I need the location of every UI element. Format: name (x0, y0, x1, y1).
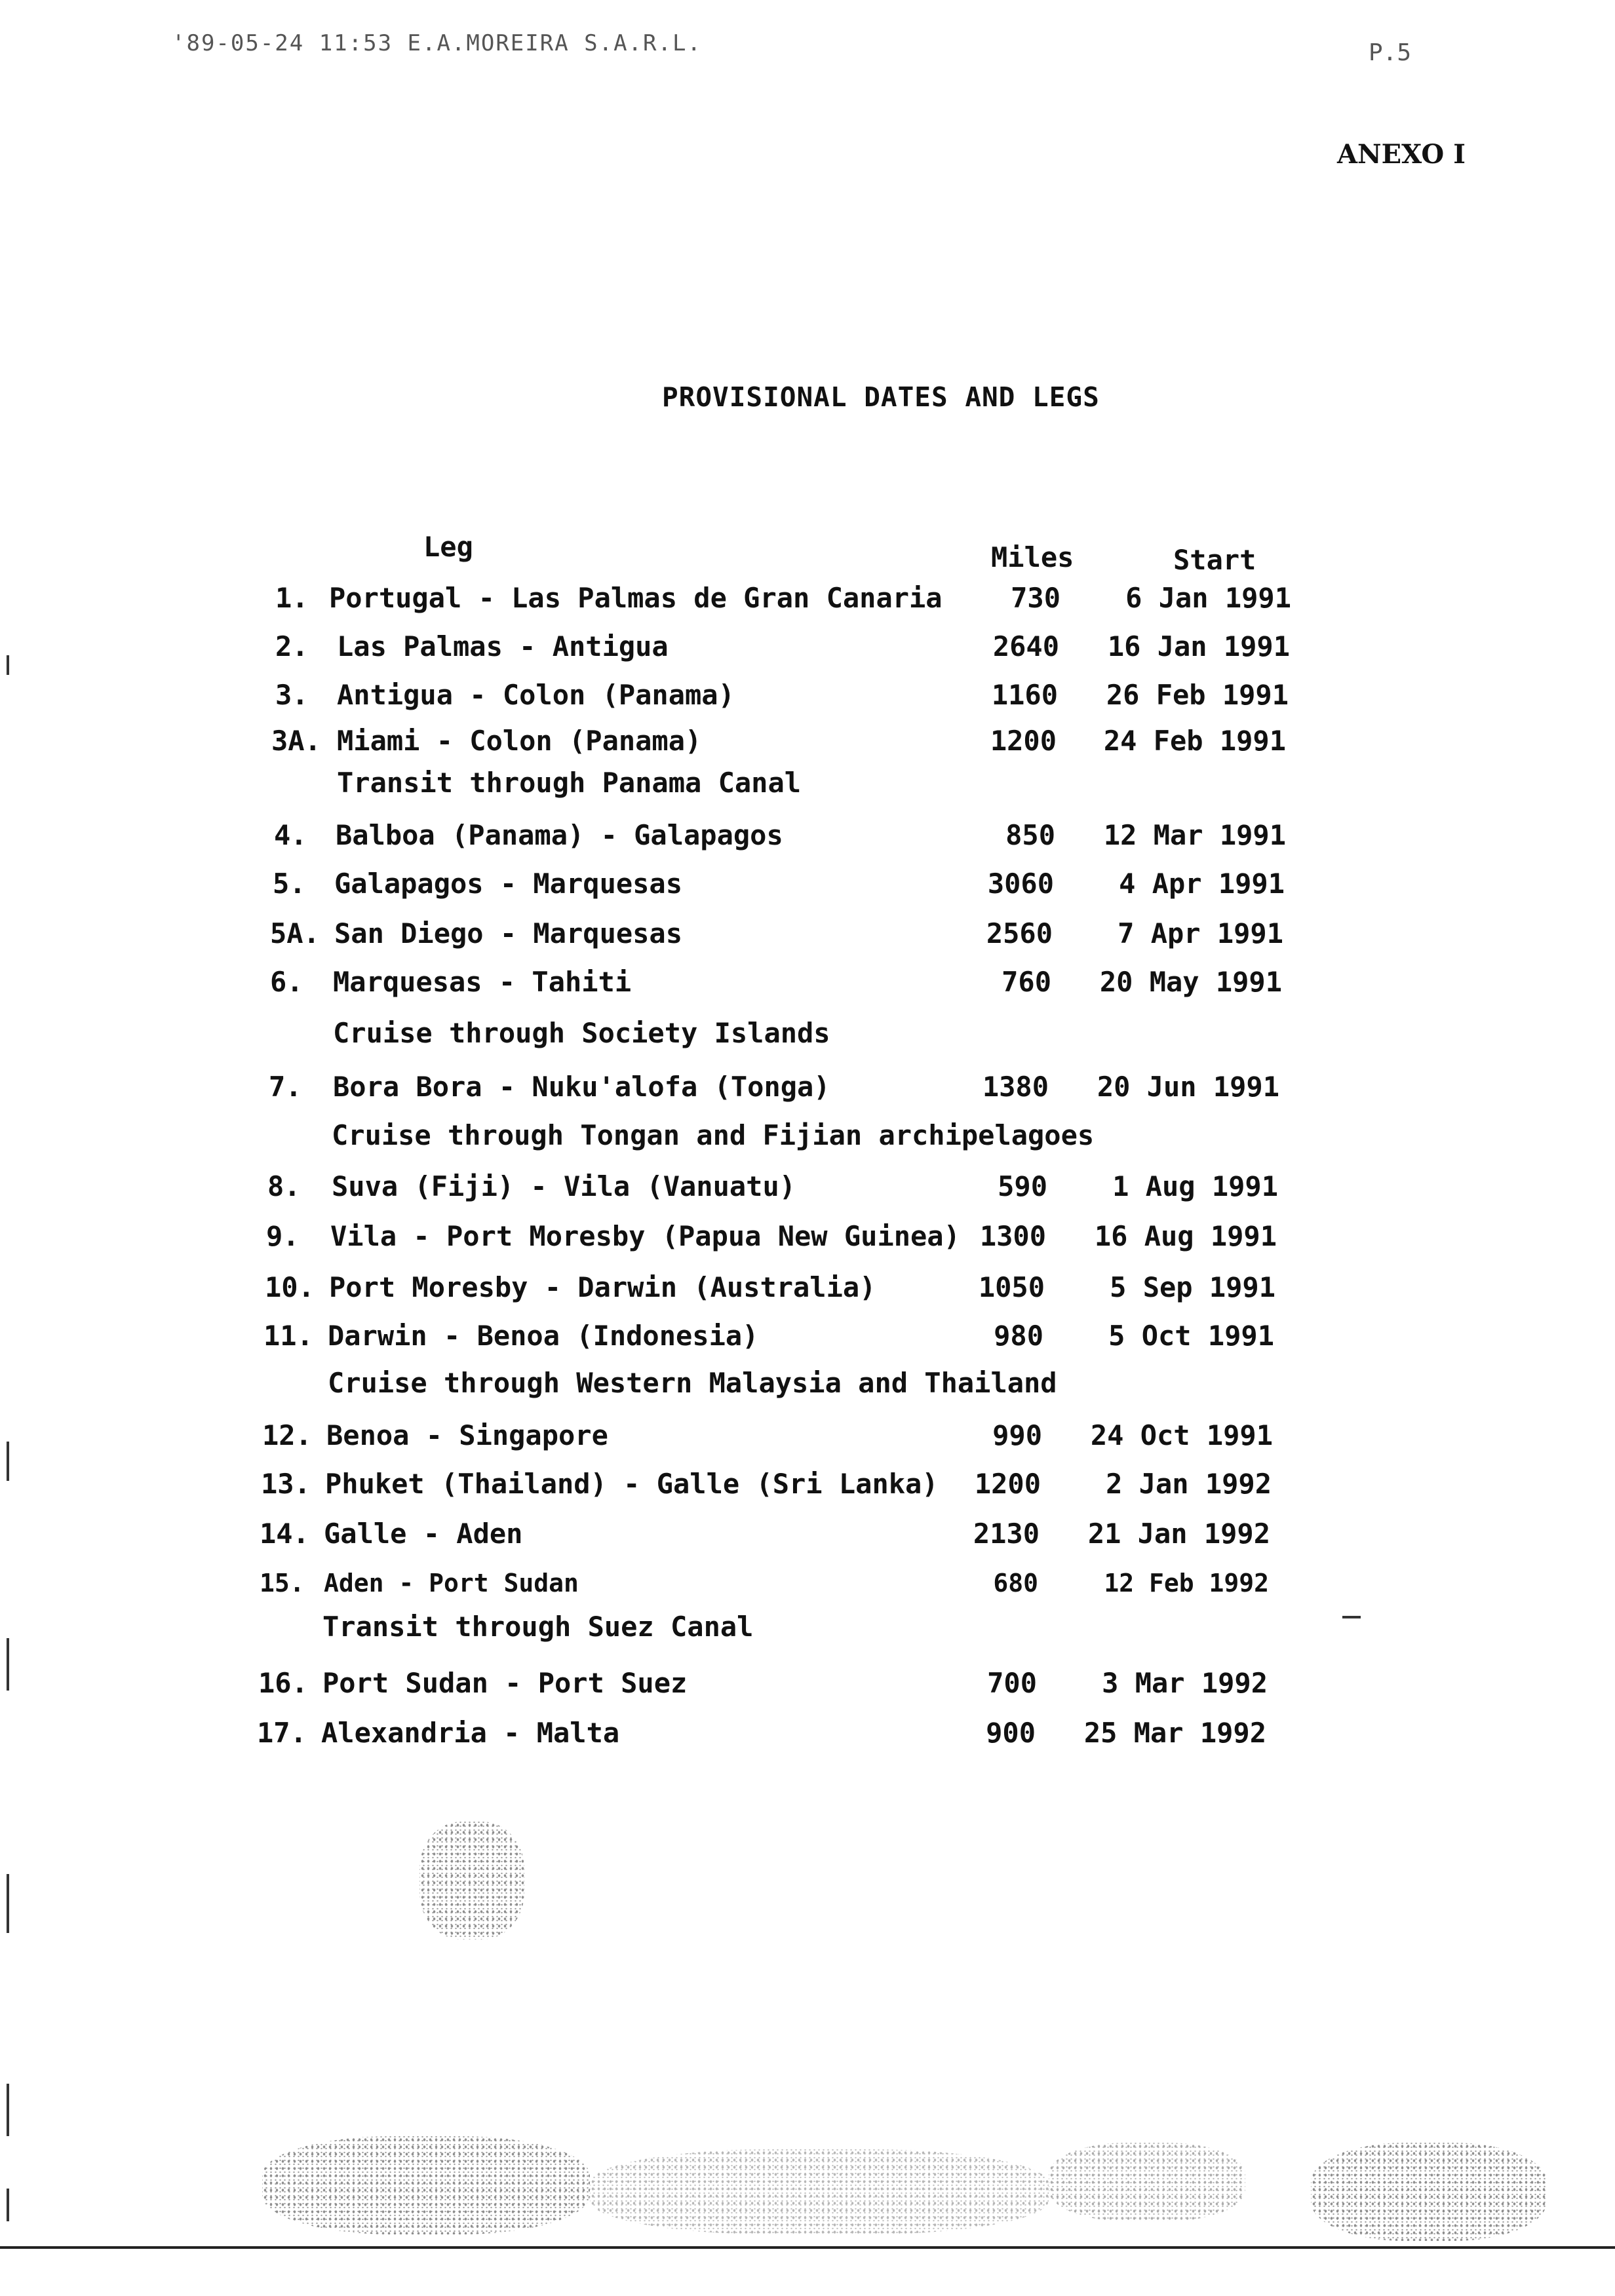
leg-miles: 1050 (978, 1271, 1045, 1303)
scan-mark (7, 2084, 9, 2136)
leg-route: Suva (Fiji) - Vila (Vanuatu) (332, 1170, 796, 1202)
leg-miles: 2640 (992, 630, 1059, 662)
leg-number: 5A. (270, 917, 320, 949)
leg-number: 7. (269, 1071, 302, 1103)
leg-start-date: 12 Mar 1991 (1103, 819, 1286, 851)
leg-row (0, 582, 1615, 619)
leg-miles: 990 (992, 1419, 1042, 1451)
column-header-leg: Leg (423, 531, 473, 563)
leg-row (0, 1468, 1615, 1504)
scan-mark (7, 1638, 9, 1691)
scan-mark (1342, 1616, 1361, 1618)
leg-row (0, 917, 1615, 954)
leg-number: 2. (275, 630, 309, 662)
leg-start-date: 26 Feb 1991 (1106, 679, 1289, 711)
leg-route: Balboa (Panama) - Galapagos (336, 819, 783, 851)
page-bottom-edge (0, 2246, 1615, 2249)
leg-miles: 1300 (979, 1220, 1046, 1252)
leg-route: Las Palmas - Antigua (337, 630, 669, 662)
leg-miles: 850 (1005, 819, 1055, 851)
leg-number: 17. (257, 1717, 307, 1749)
column-header-miles: Miles (991, 541, 1074, 573)
page-number: P.5 (1369, 39, 1412, 66)
leg-miles: 2560 (986, 917, 1053, 949)
leg-number: 11. (263, 1320, 313, 1352)
leg-miles: 680 (993, 1569, 1038, 1598)
leg-miles: 700 (987, 1667, 1037, 1699)
leg-route: Marquesas - Tahiti (333, 966, 632, 998)
leg-number: 9. (266, 1220, 300, 1252)
scan-noise (262, 2136, 590, 2234)
leg-route: San Diego - Marquesas (334, 917, 683, 949)
scan-noise (1049, 2143, 1245, 2221)
leg-row (0, 868, 1615, 904)
leg-row (0, 1271, 1615, 1308)
leg-number: 14. (260, 1518, 309, 1550)
leg-route: Galapagos - Marquesas (334, 868, 683, 900)
leg-number: 3A. (271, 725, 321, 757)
leg-number: 12. (262, 1419, 312, 1451)
leg-number: 10. (265, 1271, 315, 1303)
leg-route: Vila - Port Moresby (Papua New Guinea) (330, 1220, 960, 1252)
leg-start-date: 21 Jan 1992 (1087, 1518, 1270, 1550)
leg-miles: 1200 (990, 725, 1057, 757)
leg-row (0, 819, 1615, 856)
scan-noise (1311, 2143, 1547, 2241)
leg-number: 4. (274, 819, 307, 851)
leg-number: 15. (260, 1569, 305, 1598)
leg-number: 8. (267, 1170, 301, 1202)
leg-route: Portugal - Las Palmas de Gran Canaria (329, 582, 943, 614)
column-header-start: Start (1173, 544, 1256, 576)
leg-route: Antigua - Colon (Panama) (337, 679, 735, 711)
leg-miles: 1380 (982, 1071, 1049, 1103)
leg-route: Phuket (Thailand) - Galle (Sri Lanka) (325, 1468, 939, 1500)
leg-row (0, 1220, 1615, 1257)
leg-start-date: 16 Jan 1991 (1107, 630, 1290, 662)
leg-miles: 3060 (987, 868, 1054, 900)
leg-start-date: 7 Apr 1991 (1118, 917, 1283, 949)
annex-label: ANEXO I (1337, 139, 1466, 170)
leg-start-date: 5 Oct 1991 (1108, 1320, 1274, 1352)
leg-miles: 730 (1011, 582, 1060, 614)
leg-start-date: 24 Oct 1991 (1090, 1419, 1273, 1451)
leg-row (0, 1667, 1615, 1704)
scan-mark (7, 1442, 9, 1481)
leg-route: Bora Bora - Nuku'alofa (Tonga) (333, 1071, 830, 1103)
leg-row (0, 1320, 1615, 1356)
leg-miles: 2130 (973, 1518, 1040, 1550)
leg-row (0, 679, 1615, 716)
leg-row (0, 1419, 1615, 1456)
fax-header-line: '89-05-24 11:53 E.A.MOREIRA S.A.R.L. (172, 30, 702, 56)
leg-note: Cruise through Tongan and Fijian archipelagoes (332, 1119, 1095, 1151)
leg-miles: 1160 (991, 679, 1058, 711)
leg-start-date: 4 Apr 1991 (1119, 868, 1285, 900)
leg-row (0, 1569, 1615, 1605)
leg-number: 5. (273, 868, 306, 900)
leg-row (0, 725, 1615, 761)
scan-mark (7, 2189, 9, 2221)
document-title: PROVISIONAL DATES AND LEGS (662, 381, 1100, 413)
leg-start-date: 3 Mar 1992 (1102, 1667, 1268, 1699)
leg-number: 3. (275, 679, 309, 711)
leg-row (0, 1518, 1615, 1554)
leg-route: Port Moresby - Darwin (Australia) (329, 1271, 876, 1303)
leg-number: 6. (270, 966, 303, 998)
leg-row (0, 630, 1615, 667)
leg-miles: 590 (998, 1170, 1047, 1202)
leg-note: Transit through Panama Canal (337, 767, 802, 799)
scan-noise (590, 2149, 1049, 2234)
leg-start-date: 24 Feb 1991 (1103, 725, 1286, 757)
leg-route: Aden - Port Sudan (324, 1569, 579, 1598)
leg-start-date: 12 Feb 1992 (1104, 1569, 1269, 1598)
leg-route: Benoa - Singapore (326, 1419, 608, 1451)
leg-number: 1. (275, 582, 309, 614)
leg-row (0, 1170, 1615, 1207)
leg-start-date: 20 May 1991 (1099, 966, 1282, 998)
leg-number: 13. (261, 1468, 311, 1500)
leg-miles: 1200 (974, 1468, 1041, 1500)
leg-miles: 900 (986, 1717, 1036, 1749)
leg-note: Cruise through Western Malaysia and Thailand (328, 1367, 1057, 1399)
leg-start-date: 25 Mar 1992 (1083, 1717, 1266, 1749)
scan-mark (7, 1874, 9, 1933)
leg-number: 16. (258, 1667, 308, 1699)
leg-row (0, 1071, 1615, 1107)
leg-route: Alexandria - Malta (321, 1717, 620, 1749)
leg-route: Darwin - Benoa (Indonesia) (328, 1320, 759, 1352)
leg-start-date: 2 Jan 1992 (1106, 1468, 1272, 1500)
leg-start-date: 6 Jan 1991 (1125, 582, 1291, 614)
scan-noise (419, 1822, 524, 1940)
leg-route: Galle - Aden (324, 1518, 523, 1550)
leg-row (0, 966, 1615, 1003)
leg-route: Miami - Colon (Panama) (337, 725, 702, 757)
leg-start-date: 16 Aug 1991 (1094, 1220, 1277, 1252)
leg-row (0, 1717, 1615, 1753)
leg-start-date: 20 Jun 1991 (1097, 1071, 1279, 1103)
leg-note: Transit through Suez Canal (322, 1611, 754, 1643)
leg-miles: 760 (1002, 966, 1051, 998)
leg-start-date: 5 Sep 1991 (1110, 1271, 1275, 1303)
leg-route: Port Sudan - Port Suez (322, 1667, 688, 1699)
leg-miles: 980 (994, 1320, 1043, 1352)
leg-note: Cruise through Society Islands (333, 1017, 830, 1049)
leg-start-date: 1 Aug 1991 (1112, 1170, 1278, 1202)
scan-mark (7, 655, 9, 675)
